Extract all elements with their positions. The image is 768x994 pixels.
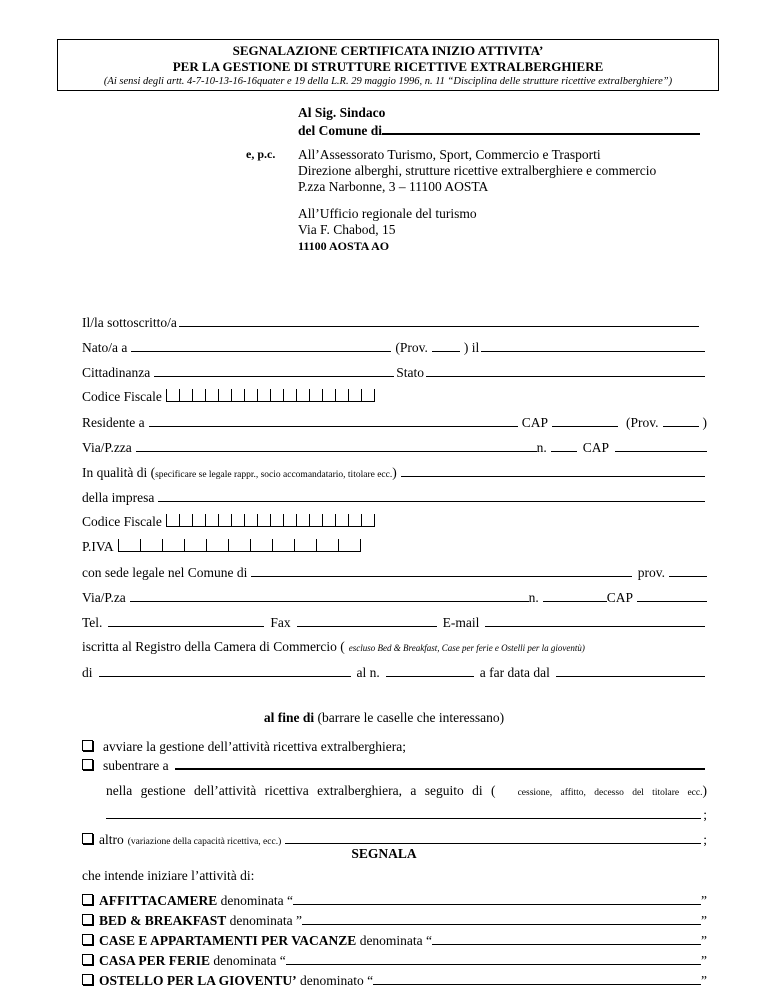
checkbox-case-vacanze[interactable] <box>82 934 93 945</box>
checkbox-casa-ferie[interactable] <box>82 954 93 965</box>
field-cap[interactable] <box>552 414 618 427</box>
label-fax: Fax <box>270 615 291 630</box>
seguito-close: ) <box>702 783 707 798</box>
close-quote: ” <box>701 913 707 928</box>
label-sottoscritto: Il/la sottoscritto/a <box>82 315 177 330</box>
checkbox-affittacamere[interactable] <box>82 894 93 905</box>
row-seguito <box>106 783 707 799</box>
row-seguito-2 <box>106 806 707 823</box>
checkbox-bb[interactable] <box>82 914 93 925</box>
field-residente[interactable] <box>149 414 518 427</box>
label-prov-2: (Prov. <box>626 415 659 430</box>
row-codice-fiscale <box>82 389 707 405</box>
activity-casa-ferie <box>82 952 707 969</box>
field-codice-fiscale[interactable] <box>166 389 375 402</box>
row-contatti <box>82 614 707 631</box>
field-prov-3[interactable] <box>669 564 707 577</box>
row-impresa <box>82 489 707 506</box>
close-quote: ” <box>701 933 707 948</box>
activity-suffix: denominata ” <box>229 913 303 928</box>
label-seguito: nella gestione dell’attività ricettiva extralberghiera, a seguito di ( <box>106 783 496 798</box>
row-via <box>82 439 707 456</box>
field-subentrare[interactable] <box>175 756 705 770</box>
field-di[interactable] <box>99 664 351 677</box>
label-subentrare: subentrare a <box>103 758 169 773</box>
activity-suffix: denominata “ <box>213 953 286 968</box>
field-cap-3[interactable] <box>637 589 707 602</box>
field-via[interactable] <box>136 439 537 452</box>
label-prov: (Prov. <box>395 340 428 355</box>
cc-label: e, p.c. <box>246 147 276 161</box>
cc-a3: P.zza Narbonne, 3 – 11100 AOSTA <box>298 179 489 194</box>
label-email: E-mail <box>442 615 480 630</box>
close-quote: ” <box>701 893 707 908</box>
purpose-note: (barrare le caselle che interessano) <box>317 710 505 725</box>
field-via-2[interactable] <box>130 589 529 602</box>
row-iscritta <box>82 639 707 655</box>
field-cittadinanza[interactable] <box>154 364 394 377</box>
field-tel[interactable] <box>108 614 264 627</box>
label-stato: Stato <box>396 365 424 380</box>
row-nato <box>82 339 707 356</box>
activity-name: CASA PER FERIE <box>99 953 211 968</box>
field-qualita[interactable] <box>401 464 705 477</box>
label-tel: Tel. <box>82 615 103 630</box>
comune-field[interactable] <box>382 121 700 135</box>
label-sede: con sede legale nel Comune di <box>82 565 248 580</box>
row-codice-fiscale-impresa <box>82 514 707 530</box>
field-impresa[interactable] <box>158 489 705 502</box>
close-quote: ” <box>701 953 707 968</box>
label-prov-3: prov. <box>637 565 665 580</box>
row-registro <box>82 664 707 681</box>
qualita-close: ) <box>392 465 397 480</box>
field-n-2[interactable] <box>543 589 607 602</box>
cc-a2: Direzione alberghi, strutture ricettive extralberghiere e commercio <box>298 163 657 178</box>
purpose-label: al fine di <box>263 710 315 725</box>
close-quote: ” <box>701 973 707 988</box>
field-denominazione[interactable] <box>432 932 701 945</box>
checkbox-avviare[interactable] <box>82 740 93 751</box>
form-subtitle: (Ai sensi degli artt. 4-7-10-13-16-16quater e 19 della L.R. 29 maggio 1996, n. 11 “Disciplina delle strutture ricettive extralberghiere”) <box>103 76 673 87</box>
activity-name: AFFITTACAMERE <box>99 893 218 908</box>
field-denominazione[interactable] <box>293 892 701 905</box>
label-cittadinanza: Cittadinanza <box>82 365 151 380</box>
field-nato[interactable] <box>131 339 391 352</box>
field-prov-2[interactable] <box>663 414 699 427</box>
field-denominazione[interactable] <box>373 972 701 985</box>
row-sottoscritto <box>82 314 707 331</box>
form-title: SEGNALAZIONE CERTIFICATA INIZIO ATTIVITA’ <box>232 43 544 58</box>
field-data[interactable] <box>556 664 705 677</box>
activity-bb <box>82 912 707 929</box>
form-header <box>57 39 719 91</box>
row-residente <box>82 414 707 431</box>
checkbox-altro[interactable] <box>82 833 93 844</box>
label-cap-3: CAP <box>606 590 633 605</box>
label-via: Via/P.zza <box>82 440 132 455</box>
label-residente: Residente a <box>82 415 145 430</box>
option-subentrare <box>82 756 707 774</box>
label-close: ) <box>702 415 707 430</box>
activity-affittacamere <box>82 892 707 909</box>
semicolon-1: ; <box>703 807 707 822</box>
label-qualita: In qualità di ( <box>82 465 156 480</box>
altro-note: (variazione della capacità ricettiva, ecc.) <box>127 837 282 847</box>
field-denominazione[interactable] <box>302 912 701 925</box>
recipient-line-1: Al Sig. Sindaco <box>298 105 386 120</box>
field-email[interactable] <box>485 614 705 627</box>
iscritta-note: escluso Bed & Breakfast, Case per ferie e Ostelli per la gioventù) <box>348 643 585 653</box>
activity-name: OSTELLO PER LA GIOVENTU’ <box>99 973 297 988</box>
qualita-note: specificare se legale rappr., socio accomandatario, titolare ecc. <box>155 470 393 480</box>
row-piva <box>82 539 707 555</box>
field-piva[interactable] <box>118 539 361 552</box>
activity-suffix: denominato “ <box>300 973 374 988</box>
activity-name: BED & BREAKFAST <box>99 913 227 928</box>
label-al-n: al n. <box>356 665 380 680</box>
field-al-n[interactable] <box>386 664 474 677</box>
field-data-nascita[interactable] <box>481 339 705 352</box>
field-fax[interactable] <box>297 614 437 627</box>
label-altro: altro <box>99 832 124 847</box>
cc-address-2 <box>298 206 477 254</box>
cc-b1: All’Ufficio regionale del turismo <box>298 206 477 221</box>
field-sede[interactable] <box>251 564 631 577</box>
label-data: a far data dal <box>479 665 550 680</box>
label-cap-2: CAP <box>582 440 609 455</box>
cc-address-1 <box>298 147 656 195</box>
label-iscritta: iscritta al Registro della Camera di Commercio ( <box>82 639 345 654</box>
field-seguito[interactable] <box>106 806 701 819</box>
activity-suffix: denominata “ <box>359 933 433 948</box>
label-n: n. <box>536 440 547 455</box>
row-sede <box>82 564 707 581</box>
row-via-2 <box>82 589 707 606</box>
seguito-note: cessione, affitto, decesso del titolare ecc. <box>517 788 703 798</box>
label-codice-fiscale: Codice Fiscale <box>82 389 162 404</box>
checkbox-subentrare[interactable] <box>82 759 93 770</box>
activity-suffix: denominata “ <box>220 893 293 908</box>
field-denominazione[interactable] <box>286 952 701 965</box>
field-prov[interactable] <box>432 339 460 352</box>
cc-a1: All’Assessorato Turismo, Sport, Commercio e Trasporti <box>298 147 601 162</box>
field-sottoscritto[interactable] <box>179 314 699 327</box>
label-via-2: Via/P.za <box>82 590 126 605</box>
form-title-2: PER LA GESTIONE DI STRUTTURE RICETTIVE EXTRALBERGHIERE <box>172 59 604 74</box>
field-n[interactable] <box>551 439 577 452</box>
purpose-heading <box>0 710 768 726</box>
semicolon-2: ; <box>703 832 707 847</box>
label-n-2: n. <box>528 590 539 605</box>
label-di: di <box>82 665 93 680</box>
field-cap-2[interactable] <box>615 439 707 452</box>
checkbox-ostello[interactable] <box>82 974 93 985</box>
activity-ostello <box>82 972 707 989</box>
activity-case-vacanze <box>82 932 707 949</box>
label-nato: Nato/a a <box>82 340 128 355</box>
recipient-line-2 <box>298 121 700 139</box>
field-stato[interactable] <box>426 364 705 377</box>
row-qualita <box>82 464 707 481</box>
field-codice-fiscale-impresa[interactable] <box>166 514 375 527</box>
label-impresa: della impresa <box>82 490 155 505</box>
label-avviare: avviare la gestione dell’attività ricettiva extralberghiera; <box>103 739 406 754</box>
row-cittadinanza <box>82 364 707 381</box>
cc-b2: Via F. Chabod, 15 <box>298 222 396 237</box>
comune-label: del Comune di <box>298 123 383 138</box>
label-cap: CAP <box>521 415 548 430</box>
label-codice-fiscale-2: Codice Fiscale <box>82 514 162 529</box>
cc-b3: 11100 AOSTA AO <box>298 239 390 253</box>
segnala-heading: SEGNALA <box>351 846 417 861</box>
label-piva: P.IVA <box>82 539 114 554</box>
label-il: ) il <box>463 340 480 355</box>
segnala-intro: che intende iniziare l’attività di: <box>82 868 255 883</box>
option-avviare <box>82 739 406 755</box>
activity-name: CASE E APPARTAMENTI PER VACANZE <box>99 933 357 948</box>
field-altro[interactable] <box>285 831 701 844</box>
